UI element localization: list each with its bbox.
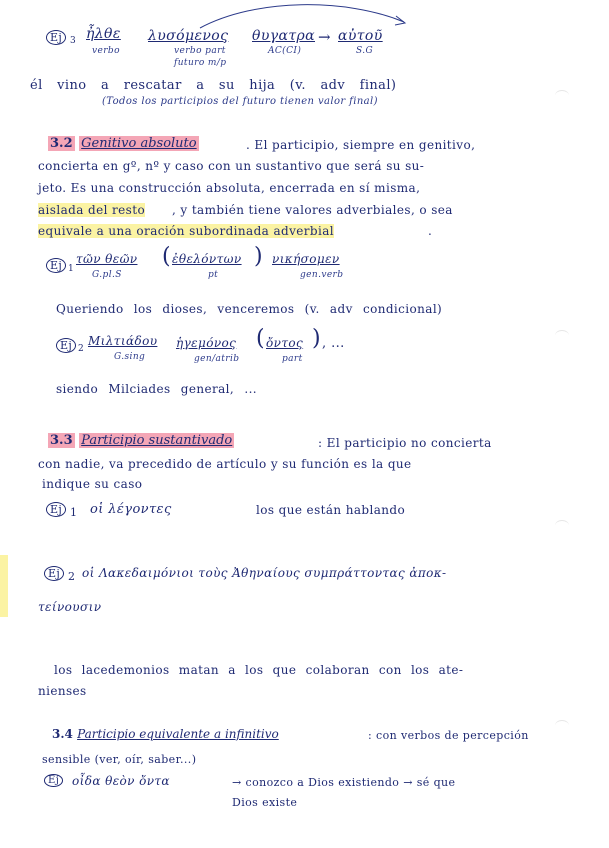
- word-annotation: part: [282, 354, 303, 364]
- greek-word: νικήσομεν: [272, 252, 340, 266]
- paragraph-line: sensible (ver, oír, saber...): [42, 753, 197, 766]
- greek-word: Μιλτιάδου: [88, 334, 158, 348]
- page-edge-mark: [555, 720, 569, 731]
- example-subnumber: 1: [70, 506, 78, 519]
- example-subnumber: 1: [68, 264, 75, 274]
- example-label: Ej: [46, 502, 66, 517]
- highlight-margin: [0, 555, 8, 617]
- word-annotation: gen/atrib: [194, 354, 240, 364]
- word-annotation: verbo: [92, 46, 120, 56]
- paragraph-line: . El participio, siempre en genitivo,: [246, 138, 476, 152]
- paragraph-line: .: [428, 224, 433, 238]
- greek-sentence: οἶδα θεὸν ὄντα: [72, 774, 170, 788]
- curved-arrow-icon: [196, 4, 416, 34]
- greek-word: λυσόμενος: [148, 28, 229, 44]
- greek-word: θυγατρα: [252, 28, 315, 44]
- bracket-close: ): [312, 326, 321, 351]
- section-heading: [52, 727, 279, 741]
- paragraph-line: indique su caso: [42, 477, 143, 491]
- translation: los que están hablando: [256, 503, 406, 517]
- example-label: Ej: [46, 30, 66, 45]
- translation: Queriendo los dioses, venceremos (v. adv condicional): [56, 302, 443, 316]
- word-annotation: G.sing: [114, 352, 146, 362]
- greek-word: ἦλθε: [86, 26, 121, 42]
- section-heading: [48, 433, 234, 448]
- translation: nienses: [38, 684, 87, 698]
- highlighted-phrase: aislada del resto: [38, 203, 146, 217]
- note: (Todos los participios del futuro tienen valor final): [102, 96, 378, 107]
- example-label: Ej: [46, 258, 66, 273]
- example-label: Ej: [44, 774, 63, 787]
- section-number: 3.3: [50, 433, 73, 448]
- paragraph-line: : con verbos de percepción: [368, 729, 529, 742]
- word-annotation: S.G: [356, 46, 374, 56]
- greek-word: αὐτοῦ: [338, 28, 383, 44]
- example-label: Ej: [56, 338, 76, 353]
- bracket-open: (: [256, 326, 265, 351]
- arrow-icon: →: [318, 28, 331, 46]
- ellipsis: , ...: [322, 336, 345, 351]
- example-label: Ej: [44, 566, 64, 581]
- greek-word: ἡγεμόνος: [176, 336, 237, 350]
- greek-word: τῶν θεῶν: [76, 252, 138, 266]
- page-edge-mark: [555, 90, 569, 101]
- word-annotation: AC(CI): [268, 46, 302, 56]
- section-heading: [48, 136, 199, 151]
- greek-word: ὄντος: [266, 336, 304, 350]
- greek-word: ἐθελόντων: [172, 252, 242, 266]
- bracket-close: ): [254, 244, 263, 269]
- page-edge-mark: [555, 330, 569, 341]
- greek-sentence: τείνουσιν: [38, 600, 102, 614]
- highlighted-phrase: equivale a una oración subordinada adverbial: [38, 224, 335, 238]
- word-annotation: futuro m/p: [174, 58, 227, 68]
- word-annotation: gen.verb: [300, 270, 344, 280]
- section-title: Genitivo absoluto: [81, 136, 197, 151]
- translation: él vino a rescatar a su hija (v. adv final): [30, 78, 397, 93]
- greek-sentence: οἱ Λακεδαιμόνιοι τοὺς Ἀθηναίους συμπράττοντας ἀποκ-: [82, 566, 447, 580]
- example-subnumber: 2: [68, 570, 76, 583]
- paragraph-line: , y también tiene valores adverbiales, o sea: [172, 203, 453, 217]
- word-annotation: G.pl.S: [92, 270, 122, 280]
- section-title: Participio equivalente a infinitivo: [77, 727, 279, 741]
- paragraph-line: con nadie, va precedido de artículo y su función es la que: [38, 457, 412, 471]
- section-title: Participio sustantivado: [81, 433, 233, 448]
- bracket-open: (: [162, 244, 171, 269]
- word-annotation: verbo part: [174, 46, 226, 56]
- translation: los lacedemonios matan a los que colaboran con los ate-: [54, 663, 464, 677]
- greek-sentence: οἱ λέγοντες: [90, 502, 172, 517]
- page-edge-mark: [555, 520, 569, 531]
- translation: → conozco a Dios existiendo → sé que: [232, 776, 456, 789]
- example-subnumber: 2: [78, 344, 85, 354]
- paragraph-line: concierta en gº, nº y caso con un sustantivo que será su su-: [38, 159, 425, 173]
- example-subnumber: 3: [70, 36, 77, 46]
- section-number: 3.2: [50, 136, 73, 151]
- paragraph-line: jeto. Es una construcción absoluta, encerrada en sí misma,: [38, 181, 421, 195]
- section-number: 3.4: [52, 727, 73, 741]
- word-annotation: pt: [208, 270, 219, 280]
- paragraph-line: : El participio no concierta: [318, 436, 492, 450]
- translation: Dios existe: [232, 796, 298, 809]
- translation: siendo Milciades general, ...: [56, 382, 257, 396]
